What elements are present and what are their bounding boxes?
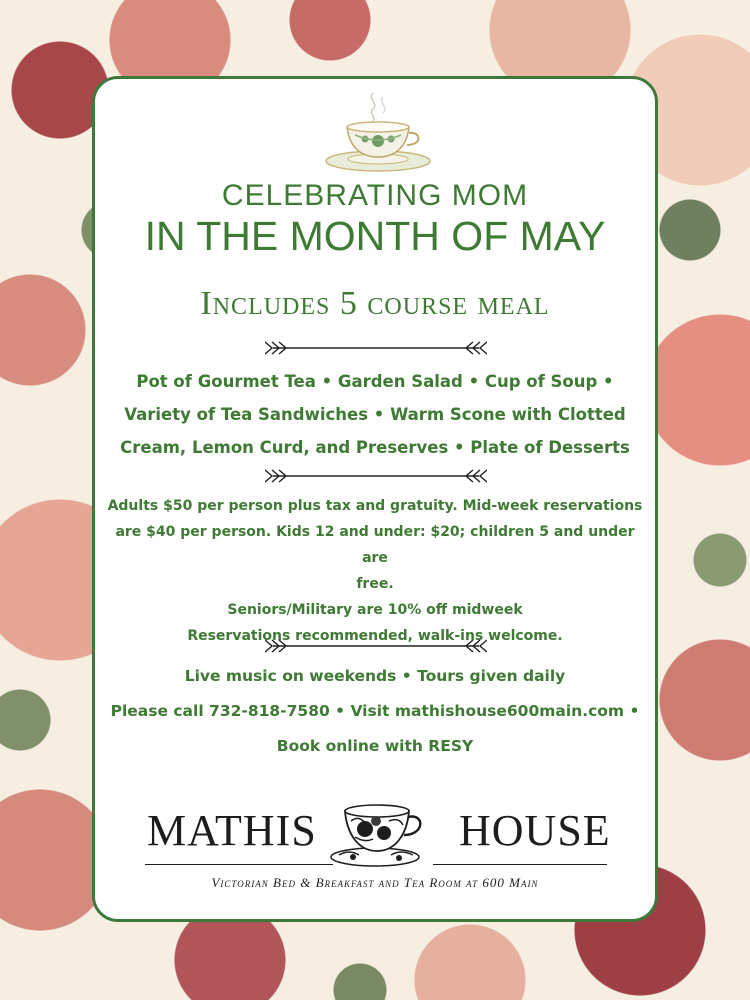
course-line: Includes 5 course meal [200, 285, 550, 322]
extras-line: Live music on weekends • Tours given daily [184, 667, 566, 685]
menu-line: Variety of Tea Sandwiches • Warm Scone with Clotted [124, 405, 626, 424]
booking-line: Book online with RESY [276, 737, 474, 755]
logo-rule-left [145, 864, 333, 865]
contact-line: Please call 732-818-7580 • Visit mathishouse600main.com • [110, 702, 640, 720]
logo-rule-right [433, 864, 607, 865]
logo-tagline: Victorian Bed & Breakfast and Tea Room at 600 Main [211, 875, 539, 890]
mathis-house-logo [95, 791, 655, 901]
menu-list [105, 365, 645, 464]
pricing-line: Adults $50 per person plus tax and gratuity. Mid-week reservations [107, 498, 643, 514]
pricing-line: are $40 per person. Kids 12 and under: $20; children 5 and under are [115, 524, 635, 566]
menu-line: Pot of Gourmet Tea • Garden Salad • Cup of Soup • [136, 372, 614, 391]
logo-word-left: MATHIS [147, 806, 317, 855]
pricing-line: Reservations recommended, walk-ins welcome. [187, 628, 563, 644]
teacup-icon [323, 89, 433, 175]
extras-info [101, 659, 649, 764]
arrow-divider-icon [265, 639, 487, 653]
header-title: IN THE MONTH OF MAY [144, 213, 606, 259]
floral-teacup-icon [329, 791, 427, 869]
pricing-line: free. [356, 576, 394, 592]
header-subtitle: CELEBRATING MOM [221, 179, 529, 212]
logo-word-right: HOUSE [459, 806, 611, 855]
menu-line: Cream, Lemon Curd, and Preserves • Plate of Desserts [120, 438, 630, 457]
arrow-divider-icon [265, 469, 487, 483]
pricing-info [101, 493, 649, 649]
arrow-divider-icon [265, 341, 487, 355]
event-card [92, 76, 658, 922]
pricing-line: Seniors/Military are 10% off midweek [227, 602, 523, 618]
